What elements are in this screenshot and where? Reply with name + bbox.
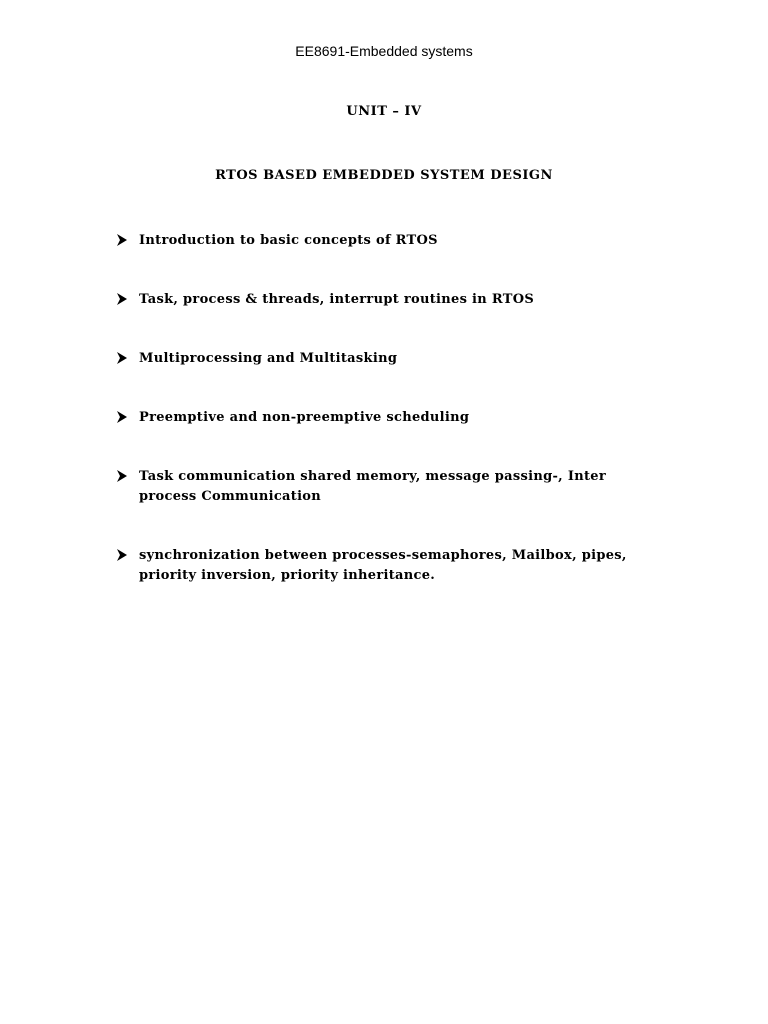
arrowhead-bullet-icon xyxy=(116,409,130,427)
unit-heading: UNIT – IV xyxy=(346,104,422,119)
arrowhead-bullet-icon xyxy=(116,350,130,368)
arrowhead-bullet-icon xyxy=(116,547,130,565)
unit-title: RTOS BASED EMBEDDED SYSTEM DESIGN xyxy=(215,168,553,183)
topic-item xyxy=(116,231,676,251)
arrowhead-bullet-icon xyxy=(116,232,130,250)
topic-text: Task, process & threads, interrupt routines in RTOS xyxy=(139,292,535,307)
topic-text: Task communication shared memory, message passing-, Inter process Communication xyxy=(139,469,606,504)
arrowhead-bullet-icon xyxy=(116,291,130,309)
topic-text: synchronization between processes-semaphores, Mailbox, pipes, priority inversion, priority inheritance. xyxy=(139,548,627,583)
topic-item xyxy=(116,467,656,507)
topic-item xyxy=(116,290,676,310)
topic-text: Introduction to basic concepts of RTOS xyxy=(139,233,438,248)
topic-item xyxy=(116,349,676,369)
topic-item xyxy=(116,408,676,428)
course-header: EE8691-Embedded systems xyxy=(295,43,473,59)
topic-item xyxy=(116,546,676,586)
topic-text: Preemptive and non-preemptive scheduling xyxy=(139,410,470,425)
topic-text: Multiprocessing and Multitasking xyxy=(139,351,398,366)
arrowhead-bullet-icon xyxy=(116,468,130,486)
